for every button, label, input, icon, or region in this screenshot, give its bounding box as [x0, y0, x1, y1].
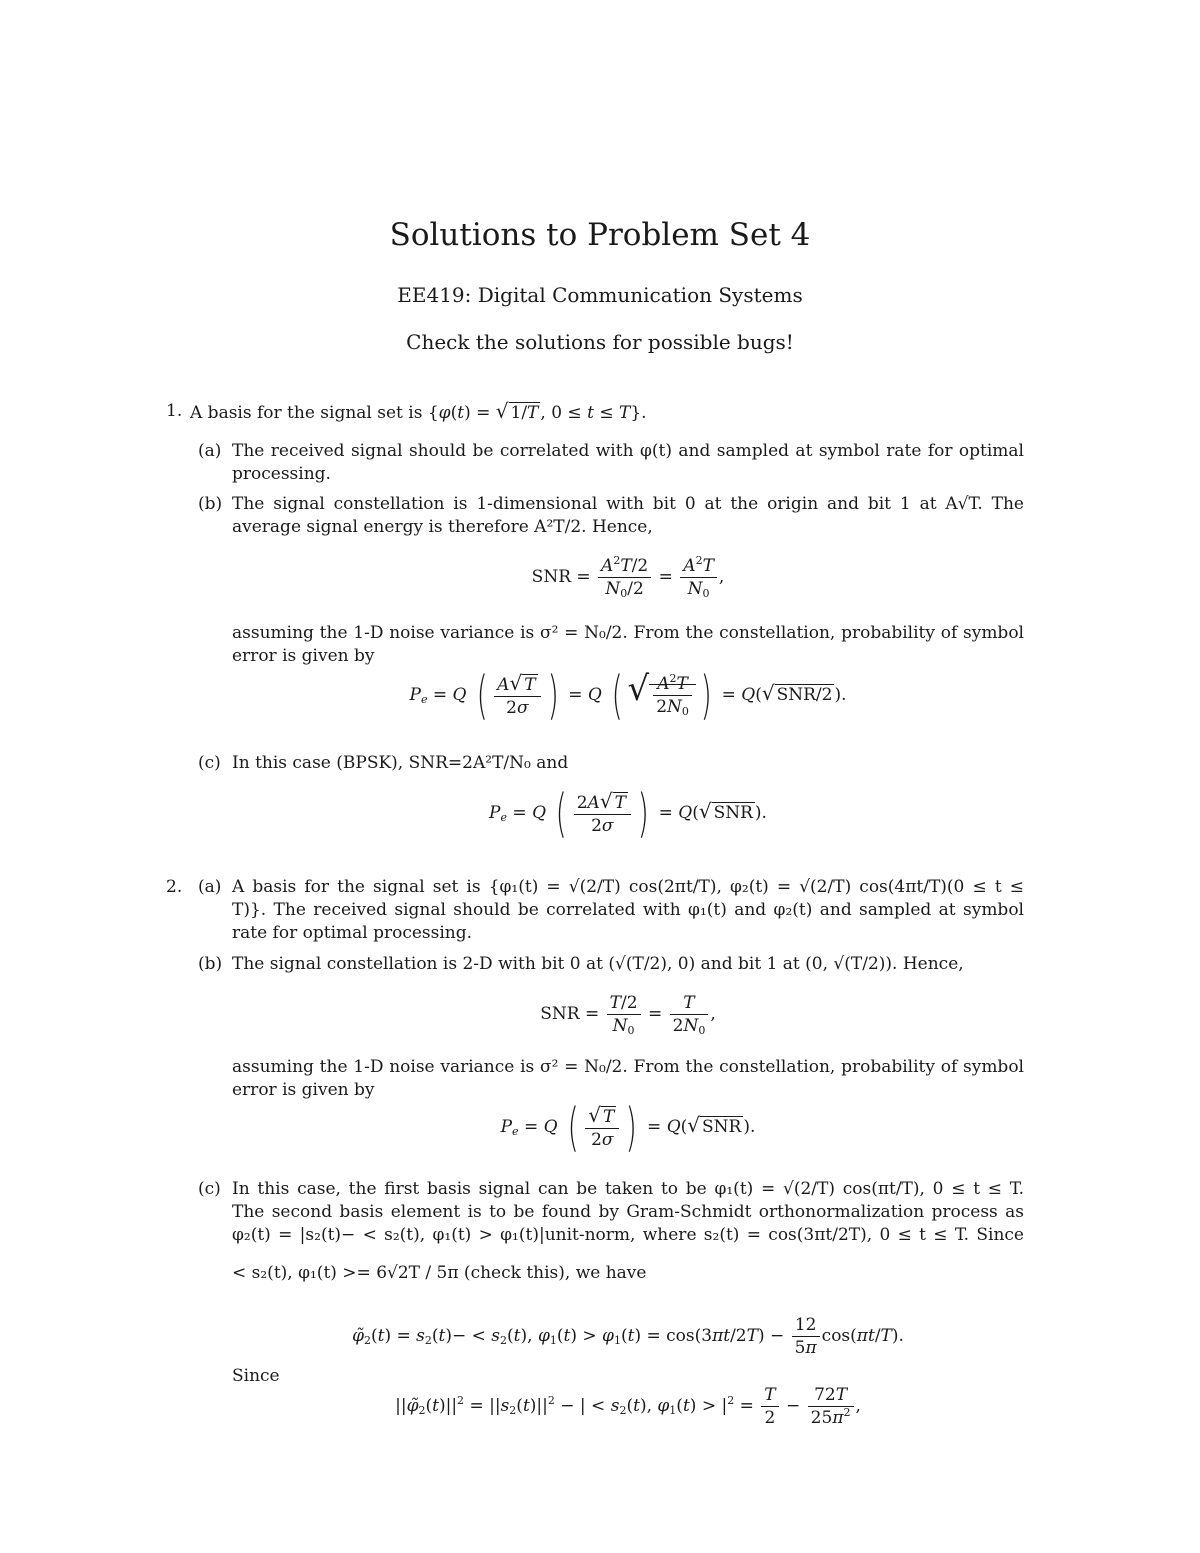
since-label: Since [232, 1366, 280, 1386]
page-title: Solutions to Problem Set 4 [389, 217, 811, 253]
error-probability-equation-bpsk: $P_e = Q$ ( $\frac{2A√ T}{2\sigma}$ ) = Q(√ SNR ). [489, 783, 767, 844]
disclaimer-note: Check the solutions for possible bugs! [406, 330, 794, 354]
part-2b-text-line2: assuming the 1-D noise variance is σ² = N₀/2. From the constellation, probability of symbol [232, 1057, 1024, 1077]
error-probability-equation-2: $P_e = Q$ ( $\frac{√ T}{2\sigma}$ ) = Q(√ SNR ). [500, 1097, 756, 1158]
part-1c-label: (c) [198, 753, 221, 773]
snr-equation-1: SNR = $\frac{A^2T/2}{N_0/2}$ = $\frac{A^2T}{N_0}$ , [531, 554, 725, 600]
part-2c-text-line4: < s₂(t), φ₁(t) >= 6√2T / 5π (check this), we have [232, 1263, 647, 1283]
part-2a-text-line2: T)}. The received signal should be correlated with φ₁(t) and φ₂(t) and sampled at symbol [232, 900, 1024, 920]
error-probability-equation-1: $P_e = Q$ ( $\frac{A√ T}{2\sigma}$ ) = Q ( √ $\frac{A^2T}{2N_0}$ ) = Q(√ SNR/2 ). [409, 665, 847, 726]
part-1b-text-line3: assuming the 1-D noise variance is σ² = N₀/2. From the constellation, probability of symbol [232, 623, 1024, 643]
course-name: EE419: Digital Communication Systems [397, 283, 803, 307]
problem-1-intro-text: A basis for the signal set is { [190, 403, 439, 423]
part-1c-text: In this case (BPSK), SNR=2A²T/N₀ and [232, 753, 569, 773]
part-2c-label: (c) [198, 1179, 221, 1199]
part-2b-text: The signal constellation is 2-D with bit 0 at (√(T/2), 0) and bit 1 at (0, √(T/2)). Hence, [232, 954, 964, 974]
part-2b-text-line3: error is given by [232, 1080, 375, 1100]
part-2a-text-line3: rate for optimal processing. [232, 923, 473, 943]
part-1a-label: (a) [198, 441, 222, 461]
norm-equation: $||\varphĩ_2(t)||^2 = ||s_2(t)||^2$ − | < $s_2(t)$, $\varphi_1(t) > |^2$ = $\frac{T}{2}$ − $\frac{72T}{25\pi^2}$ , [395, 1385, 861, 1428]
part-1b-text-line4: error is given by [232, 646, 375, 666]
part-2c-text-line1: In this case, the first basis signal can be taken to be φ₁(t) = √(2/T) cos(πt/T), 0 ≤ t ≤ T. [232, 1179, 1024, 1199]
problem-2-number: 2. [166, 877, 183, 897]
problem-1-intro-end: }. [630, 403, 647, 423]
basis-function-math: φ(t) = √ 1/T , 0 ≤ t ≤ T [438, 399, 631, 423]
part-2a-text-line1: A basis for the signal set is {φ₁(t) = √(2/T) cos(2πt/T), φ₂(t) = √(2/T) cos(4πt/T)(0 ≤ t ≤ [232, 877, 1024, 897]
part-1b-text-line2: average signal energy is therefore A²T/2. Hence, [232, 517, 653, 537]
problem-1-intro [190, 400, 1030, 425]
part-2c-text-line3: φ₂(t) = |s₂(t)− < s₂(t), φ₁(t) > φ₁(t)|unit-norm, where s₂(t) = cos(3πt/2T), 0 ≤ t ≤ T. Since [232, 1225, 1024, 1245]
part-2a-label: (a) [198, 877, 222, 897]
part-1a-text: The received signal should be correlated with φ(t) and sampled at symbol rate for optimal processing. [232, 441, 1024, 484]
part-2b-label: (b) [198, 954, 223, 974]
part-1b-label: (b) [198, 494, 223, 514]
problem-1-number: 1. [166, 401, 183, 421]
part-1b-text-line1: The signal constellation is 1-dimensional with bit 0 at the origin and bit 1 at A√T. The [232, 494, 1024, 514]
snr-equation-2: SNR = $\frac{T/2}{N_0}$ = $\frac{T}{2N_0}$ , [540, 993, 716, 1037]
orthogonalization-equation: $\varphĩ_2(t) = s_2(t)- < s_2(t)$, $\varphi_1(t) > \varphi_1(t) = \cos(3\pi t/2T)$ − $\frac{12}{5\pi}$ cos(πt/T). [352, 1315, 904, 1358]
part-2c-text-line2: The second basis element is to be found by Gram-Schmidt orthonormalization process as [232, 1202, 1024, 1222]
